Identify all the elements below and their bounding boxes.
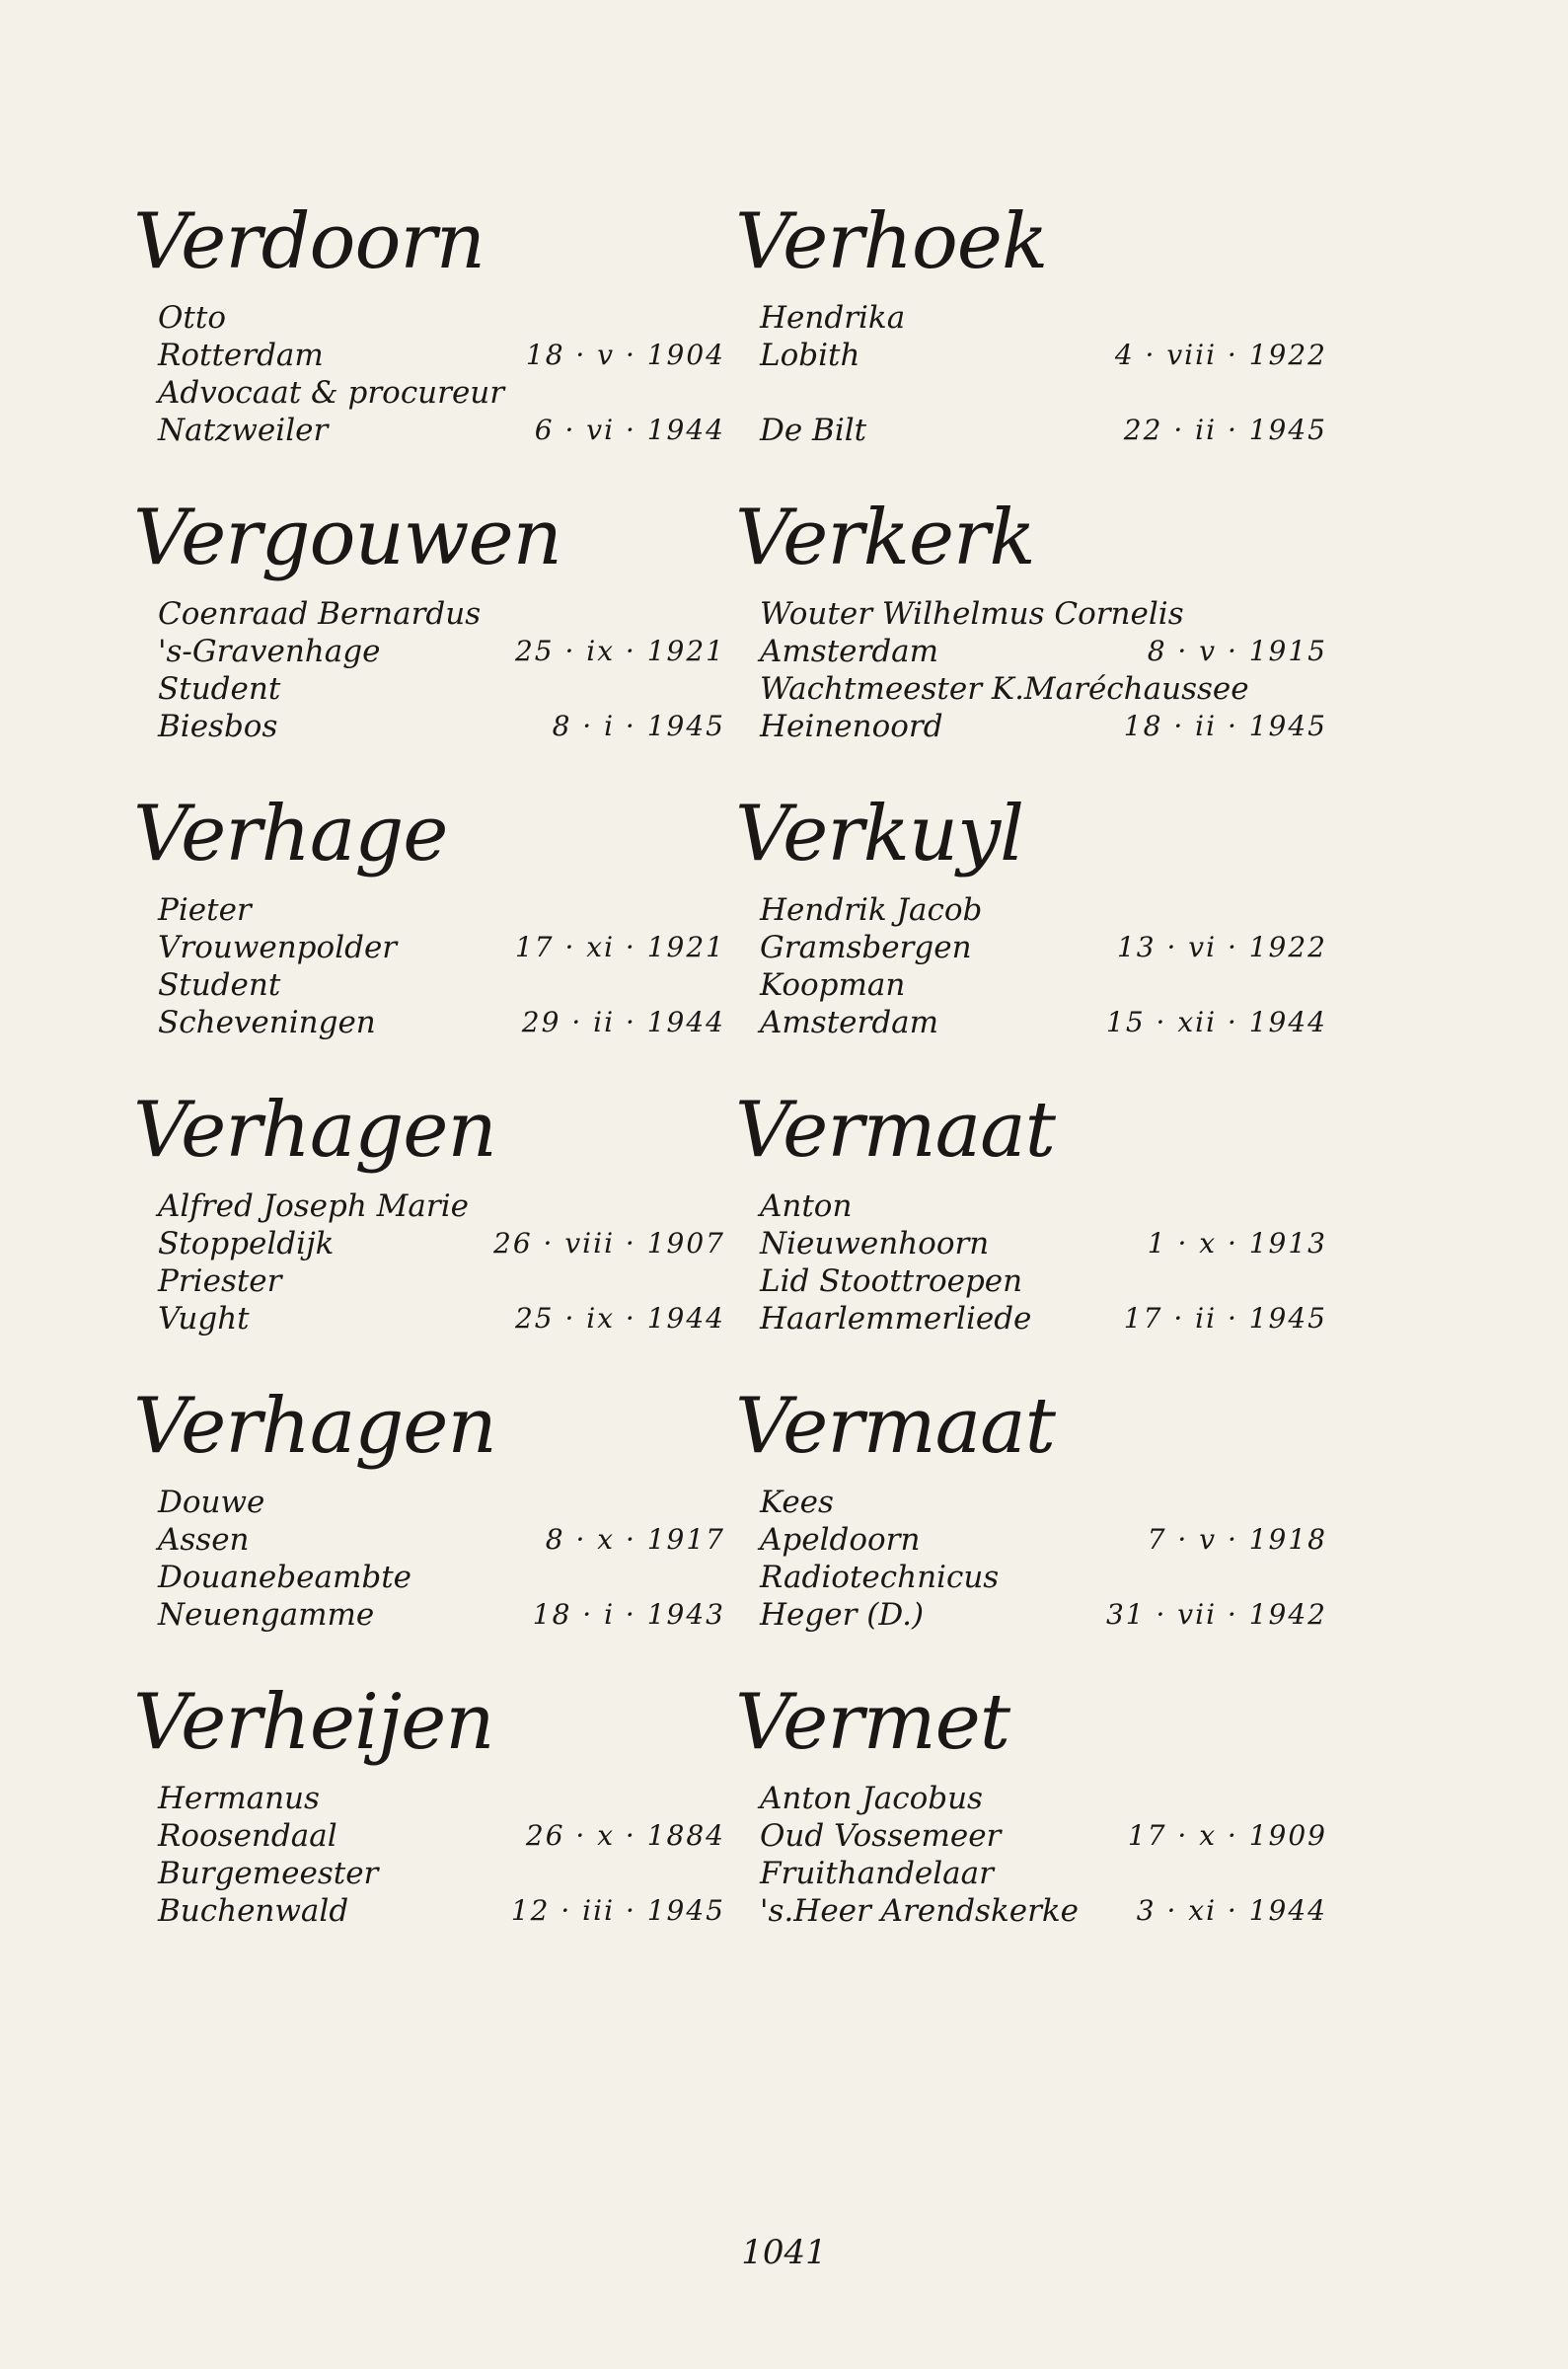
birth-date: 8 · v · 1915 [1147, 635, 1327, 667]
birth-place: Vrouwenpolder [158, 930, 398, 965]
occupation: Student [158, 671, 281, 707]
first-names: Hermanus [158, 1781, 320, 1816]
birth-date: 8 · x · 1917 [545, 1523, 725, 1556]
entry-line [133, 337, 725, 374]
birth-place: Apeldoorn [760, 1522, 921, 1558]
first-names: Kees [760, 1485, 834, 1520]
memorial-entry [735, 1382, 1327, 1678]
first-names: Coenraad Bernardus [158, 596, 482, 632]
memorial-entry [133, 197, 725, 494]
death-place: Neuengamme [158, 1597, 375, 1633]
birth-place: Stoppeldijk [158, 1226, 335, 1261]
entry-line [133, 1855, 725, 1892]
occupation: Douanebeambte [158, 1560, 411, 1595]
death-date: 25 · ix · 1944 [514, 1302, 725, 1335]
first-names: Pieter [158, 892, 252, 928]
entry-line [735, 595, 1327, 633]
occupation: Radiotechnicus [760, 1560, 1000, 1595]
first-names: Anton Jacobus [760, 1781, 983, 1816]
entry-line [133, 412, 725, 449]
death-place: De Bilt [760, 413, 867, 448]
surname: Verkuyl [735, 790, 1024, 879]
entry-line [133, 633, 725, 670]
first-names: Wouter Wilhelmus Cornelis [760, 596, 1184, 632]
birth-place: Gramsbergen [760, 930, 972, 965]
entry-line [133, 1559, 725, 1596]
entry-line [735, 708, 1327, 745]
entry-line [133, 374, 725, 412]
entry-line [735, 1892, 1327, 1930]
first-names: Hendrik Jacob [760, 892, 983, 928]
page-number: 1041 [741, 2233, 827, 2272]
occupation: Koopman [760, 967, 906, 1003]
entry-line [735, 1484, 1327, 1521]
birth-place: Lobith [760, 338, 860, 373]
birth-date: 26 · viii · 1907 [493, 1227, 725, 1260]
entry-line [133, 708, 725, 745]
occupation: Priester [158, 1263, 282, 1299]
entry-line [735, 1225, 1327, 1262]
memorial-entry [133, 790, 725, 1086]
death-date: 29 · ii · 1944 [521, 1006, 725, 1038]
entry-line [735, 891, 1327, 929]
death-date: 18 · ii · 1945 [1123, 710, 1327, 742]
entry-line [133, 1300, 725, 1337]
entry-line [133, 1892, 725, 1930]
birth-date: 4 · viii · 1922 [1114, 339, 1327, 371]
entry-line [133, 891, 725, 929]
entry-line [735, 374, 1327, 412]
birth-date: 25 · ix · 1921 [514, 635, 725, 667]
death-place: Heger (D.) [760, 1597, 925, 1633]
death-date: 31 · vii · 1942 [1105, 1598, 1327, 1631]
death-place: Heinenoord [760, 709, 943, 744]
birth-place: 's-Gravenhage [158, 634, 381, 669]
death-date: 22 · ii · 1945 [1123, 414, 1327, 446]
birth-date: 17 · xi · 1921 [514, 931, 725, 963]
death-place: Amsterdam [760, 1005, 939, 1040]
death-date: 8 · i · 1945 [552, 710, 725, 742]
entry-line [133, 1484, 725, 1521]
death-date: 17 · ii · 1945 [1123, 1302, 1327, 1335]
death-place: Vught [158, 1301, 250, 1337]
surname: Verhoek [735, 197, 1048, 286]
birth-place: Rotterdam [158, 338, 324, 373]
birth-date: 1 · x · 1913 [1147, 1227, 1327, 1260]
death-place: Biesbos [158, 709, 278, 744]
entry-line [735, 1780, 1327, 1817]
entry-line [735, 1817, 1327, 1855]
birth-place: Amsterdam [760, 634, 939, 669]
first-names: Anton [760, 1188, 853, 1224]
memorial-entry [735, 1086, 1327, 1382]
birth-place: Oud Vossemeer [760, 1818, 1002, 1854]
death-date: 15 · xii · 1944 [1106, 1006, 1327, 1038]
entry-line [133, 595, 725, 633]
right-column [735, 197, 1327, 1974]
occupation: Fruithandelaar [760, 1856, 994, 1891]
left-column [133, 197, 725, 1974]
memorial-entry [735, 197, 1327, 494]
birth-date: 26 · x · 1884 [525, 1819, 725, 1852]
memorial-entry [133, 1678, 725, 1974]
death-date: 3 · xi · 1944 [1136, 1894, 1327, 1927]
entry-line [735, 1187, 1327, 1225]
occupation: Lid Stoottroepen [760, 1263, 1023, 1299]
first-names: Hendrika [760, 300, 906, 336]
surname: Vergouwen [133, 494, 561, 582]
memorial-entry [735, 790, 1327, 1086]
entry-line [133, 670, 725, 708]
entry-line [133, 1262, 725, 1300]
entry-line [735, 1596, 1327, 1634]
first-names: Otto [158, 300, 226, 336]
entry-line [133, 1187, 725, 1225]
birth-place: Assen [158, 1522, 250, 1558]
death-place: 's.Heer Arendskerke [760, 1893, 1080, 1929]
entry-line [735, 966, 1327, 1004]
death-date: 6 · vi · 1944 [534, 414, 725, 446]
birth-date: 17 · x · 1909 [1127, 1819, 1327, 1852]
memorial-entry [735, 1678, 1327, 1974]
surname: Vermet [735, 1678, 1010, 1767]
birth-date: 18 · v · 1904 [525, 339, 725, 371]
entry-line [735, 670, 1327, 708]
entry-line [133, 966, 725, 1004]
surname: Verkerk [735, 494, 1035, 582]
first-names: Douwe [158, 1485, 265, 1520]
entry-line [735, 929, 1327, 966]
surname: Vermaat [735, 1382, 1055, 1471]
surname: Verhagen [133, 1086, 496, 1175]
occupation: Wachtmeester K.Maréchaussee [760, 671, 1249, 707]
surname: Vermaat [735, 1086, 1055, 1175]
entry-line [735, 1559, 1327, 1596]
surname: Verhage [133, 790, 448, 879]
entry-line [735, 1300, 1327, 1337]
entry-line [735, 1855, 1327, 1892]
birth-place: Roosendaal [158, 1818, 337, 1854]
occupation: Student [158, 967, 281, 1003]
entry-line [735, 633, 1327, 670]
death-place: Haarlemmerliede [760, 1301, 1032, 1337]
entry-line [735, 1262, 1327, 1300]
entry-line [133, 299, 725, 337]
entry-line [735, 337, 1327, 374]
surname: Verhagen [133, 1382, 496, 1471]
entry-line [735, 299, 1327, 337]
death-place: Natzweiler [158, 413, 329, 448]
surname: Verdoorn [133, 197, 485, 286]
entry-line [133, 1225, 725, 1262]
entry-line [133, 1521, 725, 1559]
entry-line [133, 929, 725, 966]
occupation: Advocaat & procureur [158, 375, 505, 411]
entry-line [735, 1521, 1327, 1559]
memorial-entry [735, 494, 1327, 790]
entry-line [133, 1817, 725, 1855]
birth-date: 13 · vi · 1922 [1116, 931, 1327, 963]
first-names: Alfred Joseph Marie [158, 1188, 469, 1224]
memorial-entry [133, 494, 725, 790]
memorial-entry [133, 1382, 725, 1678]
death-place: Buchenwald [158, 1893, 349, 1929]
entry-line [735, 412, 1327, 449]
entry-line [133, 1780, 725, 1817]
birth-date: 7 · v · 1918 [1147, 1523, 1327, 1556]
birth-place: Nieuwenhoorn [760, 1226, 990, 1261]
death-date: 12 · iii · 1945 [510, 1894, 725, 1927]
entry-line [735, 1004, 1327, 1041]
occupation: Burgemeester [158, 1856, 379, 1891]
death-date: 18 · i · 1943 [532, 1598, 725, 1631]
surname: Verheijen [133, 1678, 494, 1767]
entry-line [133, 1004, 725, 1041]
memorial-entry [133, 1086, 725, 1382]
death-place: Scheveningen [158, 1005, 376, 1040]
entry-line [133, 1596, 725, 1634]
